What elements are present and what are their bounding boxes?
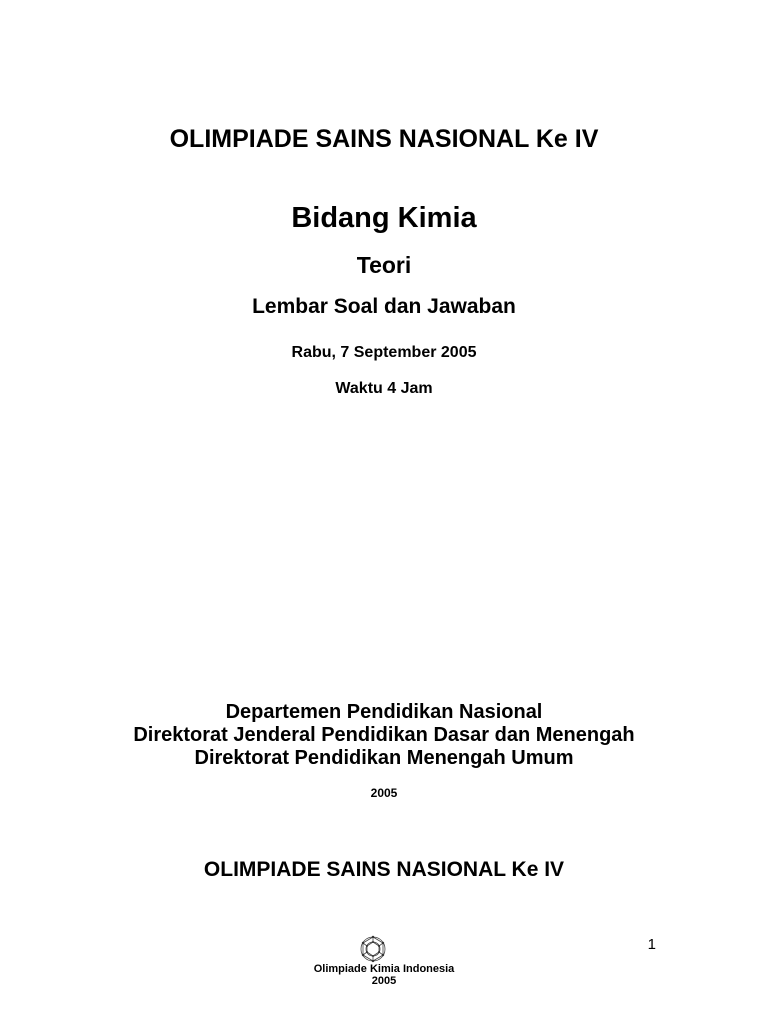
molecule-logo-icon [356, 934, 390, 964]
exam-duration: Waktu 4 Jam [335, 380, 433, 397]
org-directorate-general: Direktorat Jenderal Pendidikan Dasar dan Menengah [133, 724, 635, 746]
document-title: OLIMPIADE SAINS NASIONAL Ke IV [169, 125, 599, 153]
footer-org-year: 2005 [371, 975, 397, 987]
org-directorate: Direktorat Pendidikan Menengah Umum [194, 747, 574, 769]
page-number: 1 [647, 936, 656, 953]
org-year: 2005 [370, 786, 398, 800]
exam-date: Rabu, 7 September 2005 [291, 344, 477, 361]
footer-org-name: Olimpiade Kimia Indonesia [313, 963, 455, 975]
subject-heading: Bidang Kimia [291, 202, 477, 234]
footer-title: OLIMPIADE SAINS NASIONAL Ke IV [203, 858, 565, 881]
section-heading: Teori [356, 252, 412, 278]
sheet-heading: Lembar Soal dan Jawaban [252, 295, 516, 318]
org-department: Departemen Pendidikan Nasional [225, 701, 543, 723]
footer-org [0, 963, 768, 987]
